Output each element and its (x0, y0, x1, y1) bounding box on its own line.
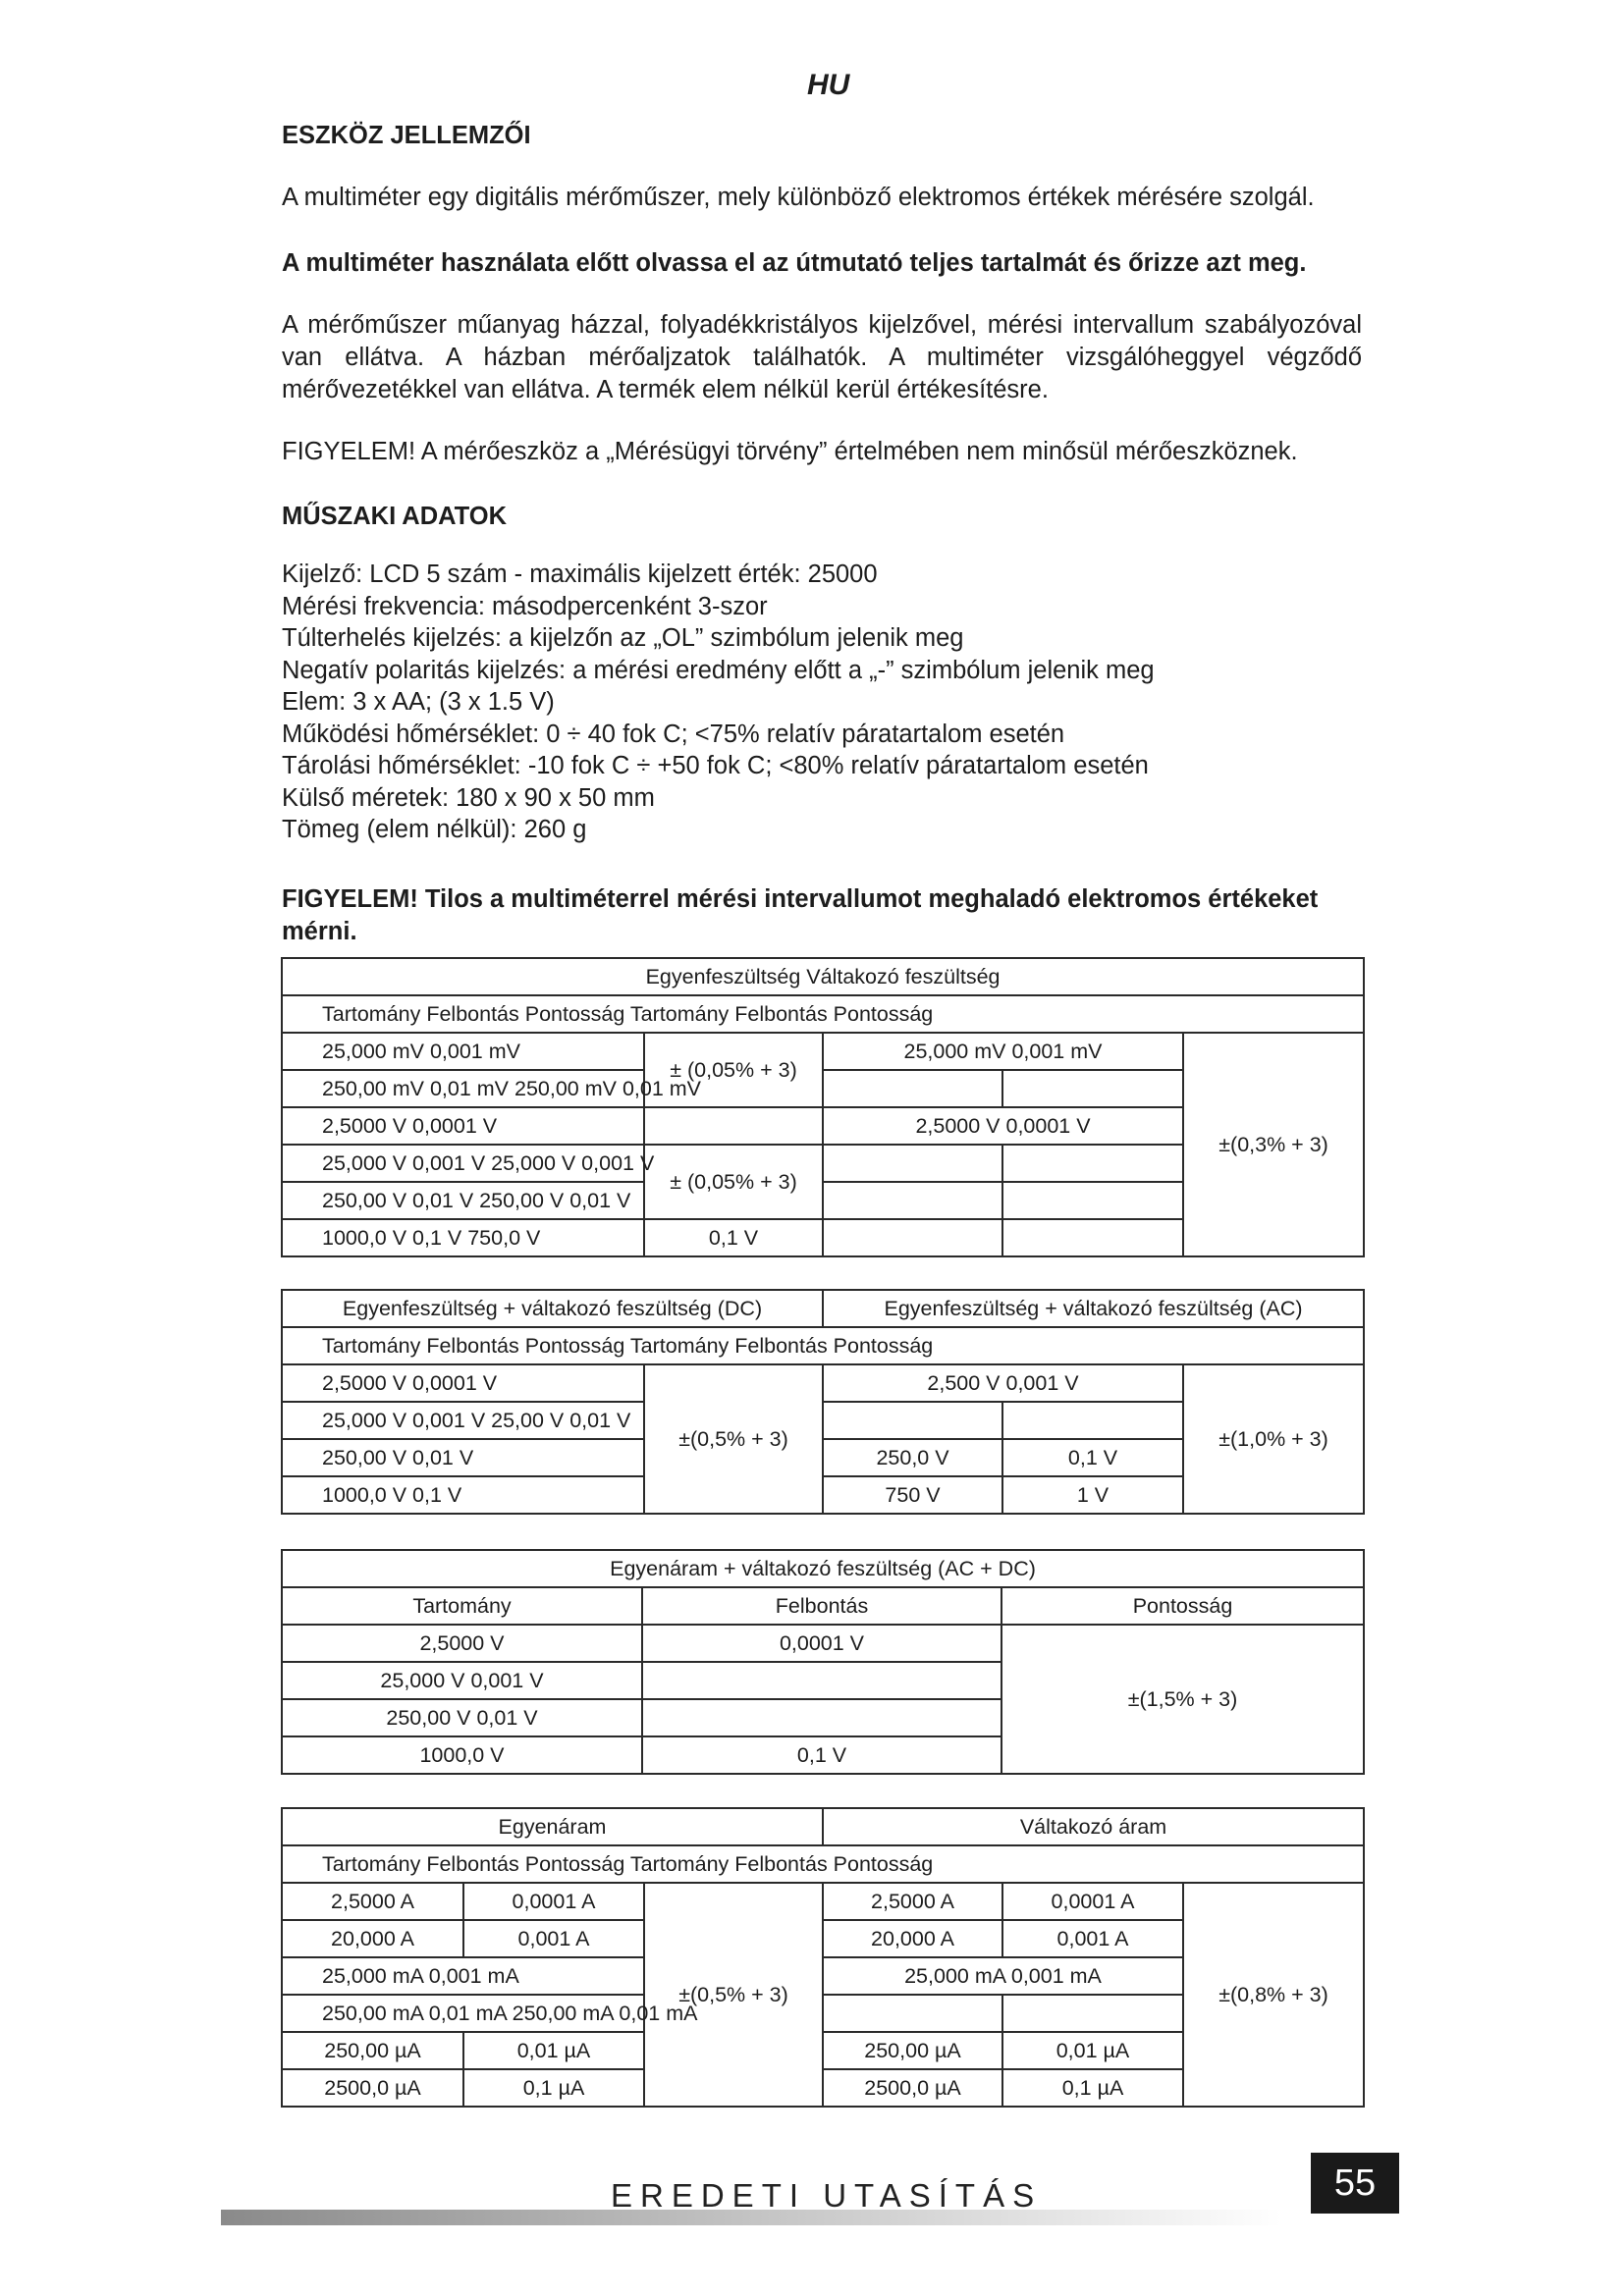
table-cell: 2,500 V 0,001 V (823, 1364, 1183, 1402)
table-cell (823, 1070, 1002, 1107)
table-cell: 0,0001 V (642, 1625, 1001, 1662)
ac-dc-title: Egyenáram + váltakozó feszültség (AC + DC) (282, 1550, 1364, 1587)
voltage-table-header: Tartomány Felbontás Pontosság Tartomány Felbontás Pontosság (282, 995, 1364, 1033)
dc-current-title: Egyenáram (282, 1808, 823, 1845)
ac-current-title: Váltakozó áram (823, 1808, 1364, 1845)
page-number: 55 (1311, 2153, 1399, 2214)
table-cell: 25,000 V 0,001 V (282, 1662, 642, 1699)
table-cell: 0,1 µA (1002, 2069, 1183, 2107)
table-cell: 2,5000 V 0,0001 V (282, 1364, 644, 1402)
section-title-features: ESZKÖZ JELLEMZŐI (282, 122, 531, 149)
table-row (282, 1327, 1364, 1364)
table-cell: 1 V (1002, 1476, 1183, 1514)
table-cell: 2,5000 V 0,0001 V (823, 1107, 1183, 1145)
table-cell: 250,00 V 0,01 V (282, 1439, 644, 1476)
spec-storage-temp: Tárolási hőmérséklet: -10 fok C ÷ +50 fok C; <80% relatív páratartalom esetén (282, 752, 1149, 779)
table-cell (823, 1145, 1002, 1182)
table-cell: 0,1 V (642, 1736, 1001, 1774)
table-cell (642, 1662, 1001, 1699)
table-cell: 250,0 V (823, 1439, 1002, 1476)
table-cell: 20,000 A (282, 1920, 463, 1957)
table-cell (1002, 1995, 1183, 2032)
dc-voltage-title: Egyenfeszültség + váltakozó feszültség (DC) (282, 1290, 823, 1327)
table-cell (1002, 1070, 1183, 1107)
table-cell: ±(0,3% + 3) (1183, 1033, 1364, 1256)
section-title-specs: MŰSZAKI ADATOK (282, 503, 508, 530)
table-cell: ±(1,5% + 3) (1001, 1625, 1364, 1774)
table-cell: 20,000 A (823, 1920, 1002, 1957)
table-cell: 250,00 µA (823, 2032, 1002, 2069)
dc-ac-voltage-header: Tartomány Felbontás Pontosság Tartomány Felbontás Pontosság (282, 1327, 1364, 1364)
table-cell: ± (0,05% + 3) (644, 1033, 823, 1107)
table-cell: 250,00 mV 0,01 mV 250,00 mV 0,01 mV (282, 1070, 644, 1107)
table-row (282, 1625, 1364, 1662)
description-text: A mérőműszer műanyag házzal, folyadékkristályos kijelzővel, mérési intervallum szabályozóval van ellátva. A házban mérőaljzatok találhatók. A multiméter vizsgálóheggyel végződő mérővezetékkel van ellátva. A termék elem nélkül kerül értékesítésre. (282, 311, 1362, 403)
spec-battery: Elem: 3 x AA; (3 x 1.5 V) (282, 688, 555, 716)
table-cell: 250,00 mA 0,01 mA 250,00 mA 0,01 mA (282, 1995, 644, 2032)
table-cell: 250,00 V 0,01 V (282, 1699, 642, 1736)
table-cell: 0,01 µA (1002, 2032, 1183, 2069)
spec-list (282, 559, 1155, 846)
table-cell (1002, 1145, 1183, 1182)
table-cell: 25,000 V 0,001 V 25,000 V 0,001 V (282, 1145, 644, 1182)
table-cell (1002, 1182, 1183, 1219)
table-cell: ±(0,5% + 3) (644, 1883, 823, 2107)
language-code: HU (807, 69, 850, 101)
table-cell: 0,0001 A (463, 1883, 644, 1920)
table-cell: 1000,0 V 0,1 V (282, 1476, 644, 1514)
table-cell: 25,000 mV 0,001 mV (282, 1033, 644, 1070)
table-cell (644, 1107, 823, 1145)
table-cell: ±(1,0% + 3) (1183, 1364, 1364, 1514)
table-row (282, 1290, 1364, 1327)
intro-text: A multiméter egy digitális mérőműszer, mely különböző elektromos értékek mérésére szolgál. (282, 184, 1315, 211)
table-cell (642, 1699, 1001, 1736)
table-cell (823, 1995, 1002, 2032)
table-cell (1002, 1219, 1183, 1256)
spec-polarity: Negatív polaritás kijelzés: a mérési eredmény előtt a „-” szimbólum jelenik meg (282, 656, 1155, 684)
spec-operating-temp: Működési hőmérséklet: 0 ÷ 40 fok C; <75% relatív páratartalom esetén (282, 720, 1065, 748)
table-cell: 2,5000 A (282, 1883, 463, 1920)
current-table-header: Tartomány Felbontás Pontosság Tartomány Felbontás Pontosság (282, 1845, 1364, 1883)
legal-notice: FIGYELEM! A mérőeszköz a „Mérésügyi törvény” értelmében nem minősül mérőeszköznek. (282, 438, 1298, 465)
current-table (281, 1807, 1365, 2108)
spec-weight: Tömeg (elem nélkül): 260 g (282, 816, 587, 843)
table-cell (823, 1182, 1002, 1219)
table-cell: 750 V (823, 1476, 1002, 1514)
ac-dc-current-table (281, 1549, 1365, 1775)
table-cell: 2500,0 µA (823, 2069, 1002, 2107)
header-range: Tartomány (282, 1587, 642, 1625)
table-row (282, 1033, 1364, 1070)
table-cell: 0,01 µA (463, 2032, 644, 2069)
table-cell: 1000,0 V (282, 1736, 642, 1774)
table-cell: 0,0001 A (1002, 1883, 1183, 1920)
table-cell: 2,5000 A (823, 1883, 1002, 1920)
read-manual-warning: A multiméter használata előtt olvassa el az útmutató teljes tartalmát és őrizze azt meg. (282, 249, 1307, 277)
table-row (282, 958, 1364, 995)
spec-frequency: Mérési frekvencia: másodpercenként 3-szor (282, 592, 768, 620)
table-cell: ±(0,8% + 3) (1183, 1883, 1364, 2107)
table-cell (823, 1402, 1002, 1439)
table-row (282, 1364, 1364, 1402)
table-row (282, 1550, 1364, 1587)
table-cell: 2,5000 V 0,0001 V (282, 1107, 644, 1145)
ac-voltage-title: Egyenfeszültség + váltakozó feszültség (AC) (823, 1290, 1364, 1327)
table-cell: 0,1 V (1002, 1439, 1183, 1476)
table-row (282, 1883, 1364, 1920)
table-cell: 0,1 µA (463, 2069, 644, 2107)
table-cell: 25,000 mA 0,001 mA (282, 1957, 644, 1995)
range-warning: FIGYELEM! Tilos a multiméterrel mérési intervallumot meghaladó elektromos értékeket mérni. (282, 885, 1319, 945)
table-row (282, 1845, 1364, 1883)
voltage-table (281, 957, 1365, 1257)
table-cell: 1000,0 V 0,1 V 750,0 V (282, 1219, 644, 1256)
table-cell: 2,5000 V (282, 1625, 642, 1662)
spec-display: Kijelző: LCD 5 szám - maximális kijelzett érték: 25000 (282, 561, 878, 588)
table-cell: 0,001 A (1002, 1920, 1183, 1957)
table-cell: 0,001 A (463, 1920, 644, 1957)
table-row (282, 1587, 1364, 1625)
table-cell (1002, 1402, 1183, 1439)
footer-original-instructions: EREDETI UTASÍTÁS (611, 2177, 1043, 2214)
table-cell: ±(0,5% + 3) (644, 1364, 823, 1514)
table-cell: 0,1 V (644, 1219, 823, 1256)
spec-overload: Túlterhelés kijelzés: a kijelzőn az „OL” szimbólum jelenik meg (282, 624, 964, 652)
voltage-table-title: Egyenfeszültség Váltakozó feszültség (282, 958, 1364, 995)
header-accuracy: Pontosság (1001, 1587, 1364, 1625)
table-row (282, 995, 1364, 1033)
spec-dimensions: Külső méretek: 180 x 90 x 50 mm (282, 783, 655, 812)
table-cell: 2500,0 µA (282, 2069, 463, 2107)
table-row (282, 1808, 1364, 1845)
table-cell: 25,000 V 0,001 V 25,00 V 0,01 V (282, 1402, 644, 1439)
table-cell: 250,00 V 0,01 V 250,00 V 0,01 V (282, 1182, 644, 1219)
table-cell: ± (0,05% + 3) (644, 1145, 823, 1219)
table-cell: 25,000 mA 0,001 mA (823, 1957, 1183, 1995)
dc-ac-voltage-table (281, 1289, 1365, 1515)
table-cell: 25,000 mV 0,001 mV (823, 1033, 1183, 1070)
table-cell (823, 1219, 1002, 1256)
header-resolution: Felbontás (642, 1587, 1001, 1625)
table-cell: 250,00 µA (282, 2032, 463, 2069)
